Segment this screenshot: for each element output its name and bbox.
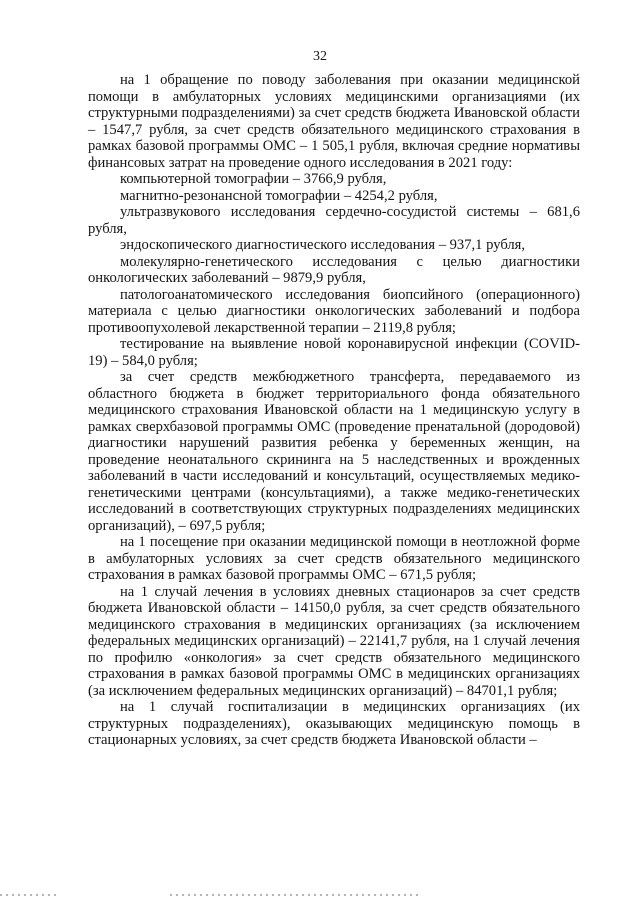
paragraph-pathology: патологоанатомического исследования биопсийного (операционного) материала с целью диагностики онкологических заболеваний и подбора противоопухолевой лекарственной терапии – 2119,8 рубля; [88,286,580,336]
paragraph-covid-test: тестирование на выявление новой коронавирусной инфекции (COVID-19) – 584,0 рубля; [88,336,580,369]
scan-artifact-left [0,894,60,896]
paragraph-day-hospital: на 1 случай лечения в условиях дневных стационаров за счет средств бюджета Ивановской области – 14150,0 рубля, за счет средств обязательного медицинского страхования в медицинских организациях (за исключением федеральных медицинских организаций) – 22141,7 рубля, на 1 случай лечения по профилю «онкология» за счет средств обязательного медицинского страхования в рамках базовой программы ОМС в медицинских организациях (за исключением федеральных медицинских организаций) – 84701,1 рубля; [88,583,580,699]
paragraph-outpatient-visit: на 1 обращение по поводу заболевания при оказании медицинской помощи в амбулаторных условиях медицинскими организациями (их структурными подразделениями) за счет средств бюджета Ивановской области – 1547,7 рубля, за счет средств обязательного медицинского страхования в рамках базовой программы ОМС – 1 505,1 рубля, включая средние нормативы финансовых затрат на проведение одного исследования в 2021 году: [88,72,580,171]
paragraph-molecular-genetic: молекулярно-генетического исследования с целью диагностики онкологических заболеваний – 9879,9 рубля, [88,253,580,286]
paragraph-mri: магнитно-резонансной томографии – 4254,2 рубля, [120,187,438,204]
paragraph-interbudget-transfer: за счет средств межбюджетного трансферта, передаваемого из областного бюджета в бюджет территориального фонда обязательного медицинского страхования Ивановской области на 1 медицинскую услугу в рамках сверхбазовой программы ОМС (проведение пренатальной (дородовой) диагностики нарушений развития ребенка у беременных женщин, на проведение неонатального скрининга на 5 наследственных и врожденных заболеваний в части исследований и консультаций, осуществляемых медико-генетическими центрами (консультациями), а также медико-генетических исследований в соответствующих структурных подразделениях медицинских организаций), – 697,5 рубля; [88,369,580,534]
paragraph-hospitalization: на 1 случай госпитализации в медицинских организациях (их структурных подразделениях), оказывающих медицинскую помощь в стационарных условиях, за счет средств бюджета Ивановской области – [88,699,580,748]
page-number: 32 [313,49,327,64]
paragraph-urgent-visit: на 1 посещение при оказании медицинской помощи в неотложной форме в амбулаторных условиях за счет средств обязательного медицинского страхования в рамках базовой программы ОМС – 671,5 рубля; [88,534,580,583]
paragraph-ultrasound: ультразвукового исследования сердечно-сосудистой системы – 681,6 рубля, [88,204,580,237]
scan-artifact-bottom [170,894,420,896]
body-text [88,72,580,749]
paragraph-ct: компьютерной томографии – 3766,9 рубля, [120,171,387,187]
paragraph-endoscopy: эндоскопического диагностического исследования – 937,1 рубля, [120,237,526,253]
